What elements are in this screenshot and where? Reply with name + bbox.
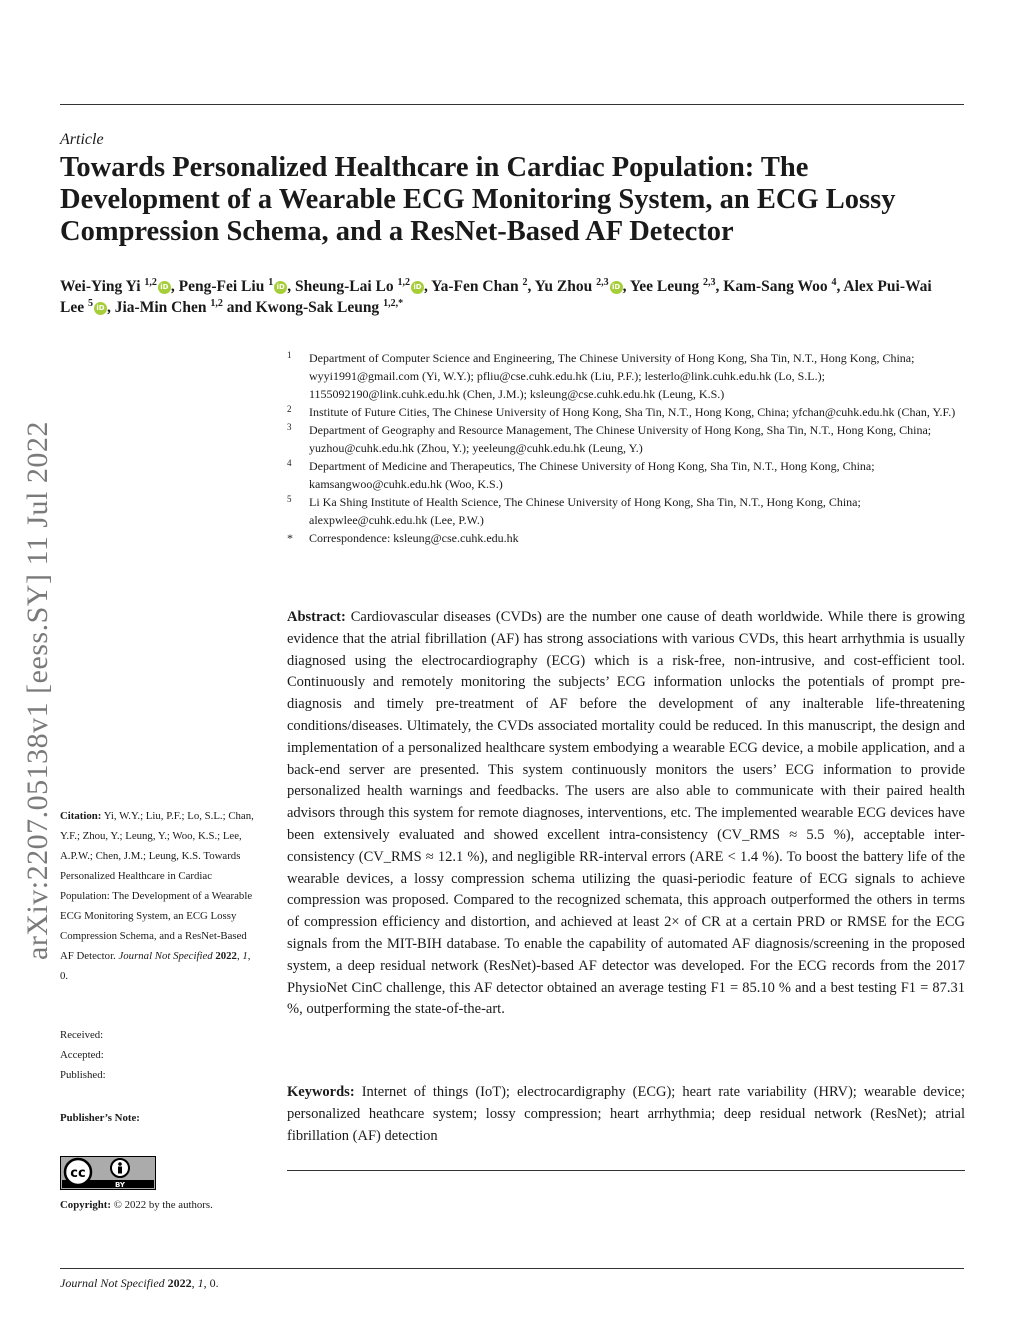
correspondence-text: Correspondence: ksleung@cse.cuhk.edu.hk (309, 531, 519, 545)
affiliation-text: Department of Medicine and Therapeutics, The Chinese University of Hong Kong, Sha Tin, N.T., Hong Kong, China; kamsangwoo@cuhk.edu.hk (Woo, K.S.) (309, 459, 875, 491)
citation-journal: Journal Not Specified (118, 950, 213, 962)
author-separator: , (423, 278, 432, 295)
citation-label: Citation: (60, 810, 102, 822)
orcid-icon[interactable]: iD (94, 302, 107, 315)
author-affiliation-sup: 4 (831, 276, 837, 288)
abstract (287, 607, 965, 1021)
author-affiliation-sup: 1,2 (144, 276, 157, 288)
copyright-label: Copyright: (60, 1199, 111, 1211)
author-separator: , (622, 278, 630, 295)
affiliation-4 (287, 457, 967, 493)
author-affiliation-sup: 1,2,* (383, 297, 404, 309)
accepted-label: Accepted: (60, 1049, 104, 1061)
author-name: Ya-Fen Chan (431, 278, 519, 295)
author (60, 278, 179, 295)
orcid-icon[interactable]: iD (274, 281, 287, 294)
author-separator: , (527, 278, 535, 295)
author-name: Yee Leung (629, 278, 700, 295)
published-label: Published: (60, 1069, 106, 1081)
author-affiliation-sup: 2,3 (703, 276, 716, 288)
author-separator: , (836, 278, 844, 295)
affiliation-1 (287, 349, 967, 403)
orcid-icon[interactable]: iD (610, 281, 623, 294)
author-list (60, 276, 960, 318)
keywords-text: Internet of things (IoT); electrocardigraphy (ECG); heart rate variability (HRV); wearable device; personalized heathcare system; lossy compression; heart arrhythmia; deep residual network (ResNet); atrial fibrillation (AF) detection (287, 1084, 966, 1144)
footer-year: 2022 (167, 1276, 192, 1290)
footer-volume: 1 (197, 1276, 204, 1290)
author-affiliation-sup: 5 (87, 297, 93, 309)
affiliation-text: Department of Computer Science and Engineering, The Chinese University of Hong Kong, Sha Tin, N.T., Hong Kong, China; wyyi1991@gmail.com (Yi, W.Y.); pfliu@cse.cuhk.edu.hk (Liu, P.F.); lesterlo@link.cuhk.edu.hk (Lo, S.L.); 1155092190@link.cuhk.edu.hk (Chen, J.M.); ksleung@cse.cuhk.edu.hk (Leung, K.S.) (309, 351, 915, 401)
author (535, 278, 630, 295)
author-separator: , (715, 278, 724, 295)
affiliation-number: 4 (287, 458, 292, 468)
author (115, 299, 256, 316)
author-name: Alex Pui-Wai Lee (60, 278, 932, 316)
citation-year: 2022 (215, 950, 237, 962)
abstract-label: Abstract: (287, 609, 346, 625)
author-name: Kam-Sang Woo (723, 278, 828, 295)
copyright-block (60, 1195, 260, 1215)
author-separator: , (287, 278, 295, 295)
citation-block: Citation: Yi, W.Y.; Liu, P.F.; Lo, S.L.; Chan, Y.F.; Zhou, Y.; Leung, Y.; Woo, K.S.; Lee, A.P.W.; Chen, J.M.; Leung, K.S. Towards Personalized Healthcare in Cardiac Population: The Development of a Wearable ECG Monitoring System, an ECG Lossy Compression Schema, and a ResNet-Based AF Detector. Journal Not Specified 2022, 1, 0. (60, 810, 254, 982)
citation-volume: 1 (242, 950, 248, 962)
received-label: Received: (60, 1029, 104, 1041)
author-separator: , (106, 299, 115, 316)
author-name: Sheung-Lai Lo (294, 278, 394, 295)
author-affiliation-sup: 2,3 (596, 276, 609, 288)
author-affiliation-sup: 2 (522, 276, 528, 288)
article-type-label: Article (60, 131, 104, 148)
author-name: Yu Zhou (534, 278, 593, 295)
affiliation-number: 1 (287, 350, 292, 360)
keywords-label: Keywords: (287, 1084, 355, 1100)
author (179, 278, 295, 295)
author-affiliation-sup: 1 (268, 276, 274, 288)
author (256, 299, 403, 316)
author (295, 278, 431, 295)
author-affiliation-sup: 1,2 (210, 297, 223, 309)
affiliation-text: Li Ka Shing Institute of Health Science, The Chinese University of Hong Kong, Sha Tin, N.T., Hong Kong, China; alexpwlee@cuhk.edu.hk (Lee, P.W.) (309, 495, 861, 527)
author-name: Jia-Min Chen (114, 299, 207, 316)
correspondence-mark: * (287, 531, 293, 545)
footer-journal: Journal Not Specified (60, 1276, 165, 1290)
author-name: Kwong-Sak Leung (255, 299, 380, 316)
abstract-bottom-rule (287, 1170, 965, 1171)
footer-page: 0. (209, 1276, 219, 1290)
affiliation-number: 5 (287, 494, 292, 504)
affiliation-text: Institute of Future Cities, The Chinese University of Hong Kong, Sha Tin, N.T., Hong Kong, China; yfchan@cuhk.edu.hk (Chan, Y.F.) (309, 405, 956, 419)
author-affiliation-sup: 1,2 (397, 276, 410, 288)
affiliations (287, 349, 967, 547)
orcid-icon[interactable]: iD (411, 281, 424, 294)
author-separator: and (222, 299, 256, 316)
cc-mark: cc (70, 1166, 86, 1181)
author (630, 278, 723, 295)
dates-block (60, 1025, 260, 1085)
affiliation-number: 2 (287, 404, 292, 414)
citation-text: Yi, W.Y.; Liu, P.F.; Lo, S.L.; Chan, Y.F.; Zhou, Y.; Leung, Y.; Woo, K.S.; Lee, A.P.W.; Chen, J.M.; Leung, K.S. Towards Personalized Healthcare in Cardiac Population: The Development of a Wearable ECG Monitoring System, an ECG Lossy Compression Schema, and a ResNet-Based AF Detector. (60, 810, 254, 962)
footer-rule (60, 1268, 964, 1269)
copyright-text: © 2022 by the authors. (113, 1199, 213, 1211)
affiliation-3 (287, 421, 967, 457)
paper-title: Towards Personalized Healthcare in Cardiac Population: The Development of a Wearable ECG Monitoring System, an ECG Lossy Compression Schema, and a ResNet-Based AF Detector (60, 152, 896, 247)
author-separator: , (170, 278, 179, 295)
citation-page: 0. (60, 970, 69, 982)
by-mark: BY (114, 1181, 126, 1189)
top-rule (60, 104, 964, 105)
orcid-icon[interactable]: iD (158, 281, 171, 294)
author-name: Peng-Fei Liu (178, 278, 265, 295)
abstract-text: Cardiovascular diseases (CVDs) are the number one cause of death worldwide. While there is growing evidence that the atrial fibrillation (AF) has strong associations with various CVDs, this heart arrhythmia is usually diagnosed using the electrocardiography (ECG) which is a risk-free, non-intrusive, and cost-efficient tool. Continuously and remotely monitoring the subjects’ ECG information unlocks the potentials of prompt pre-diagnosis and timely pre-treatment of AF before the development of any inalterable life-threatening conditions/diseases. Ultimately, the CVDs associated mortality could be reduced. In this manuscript, the design and implementation of a personalized healthcare system embodying a wearable ECG device, a mobile application, and a back-end server are presented. This system continuously monitors the users’ ECG information to provide personalized health warnings and feedbacks. The users are also able to communicate with their paired health advisors through this system for remote diagnoses, interventions, etc. The implemented wearable ECG devices have been extensively evaluated and showed excellent intra-consistency (CV_RMS ≈ 5.5 %), acceptable inter-consistency (CV_RMS ≈ 12.1 %), and negligible RR-interval errors (ARE < 1.4 %). To boost the battery life of the wearable devices, a lossy compression schema utilizing the quasi-periodic feature of ECG signals to achieve compression was proposed. Compared to the recognized schemata, this approach outperformed the others in terms of compression efficiency and distortion, and achieved at least 2× of CR at a certain PRD or RMSE for the ECG signals from the MIT-BIH database. To enable the capability of automated AF diagnosis/screening in the proposed system, a deep residual network (ResNet)-based AF detector was developed. For the ECG records from the 2017 PhysioNet CinC challenge, this AF detector obtained an average testing F1 = 85.10 % and a best testing F1 = 87.31 %, outperforming the state-of-the-art. (287, 609, 966, 1018)
keywords (287, 1082, 965, 1147)
author (431, 278, 534, 295)
page-footer: Journal Not Specified 2022, 1, 0. (60, 1276, 219, 1290)
affiliation-5 (287, 493, 967, 529)
publishers-note: Publisher’s Note: (60, 1112, 140, 1124)
affiliation-text: Department of Geography and Resource Management, The Chinese University of Hong Kong, Sha Tin, N.T., Hong Kong, China; yuzhou@cuhk.edu.hk (Zhou, Y.); yeeleung@cuhk.edu.hk (Leung, Y.) (309, 423, 932, 455)
arxiv-stamp: arXiv:2207.05138v1 [eess.SY] 11 Jul 2022 (21, 421, 54, 960)
affiliation-number: 3 (287, 422, 292, 432)
cc-by-license-icon (60, 1156, 156, 1190)
author (723, 278, 843, 295)
correspondence (287, 529, 967, 547)
author-name: Wei-Ying Yi (60, 278, 141, 295)
affiliation-2 (287, 403, 967, 421)
